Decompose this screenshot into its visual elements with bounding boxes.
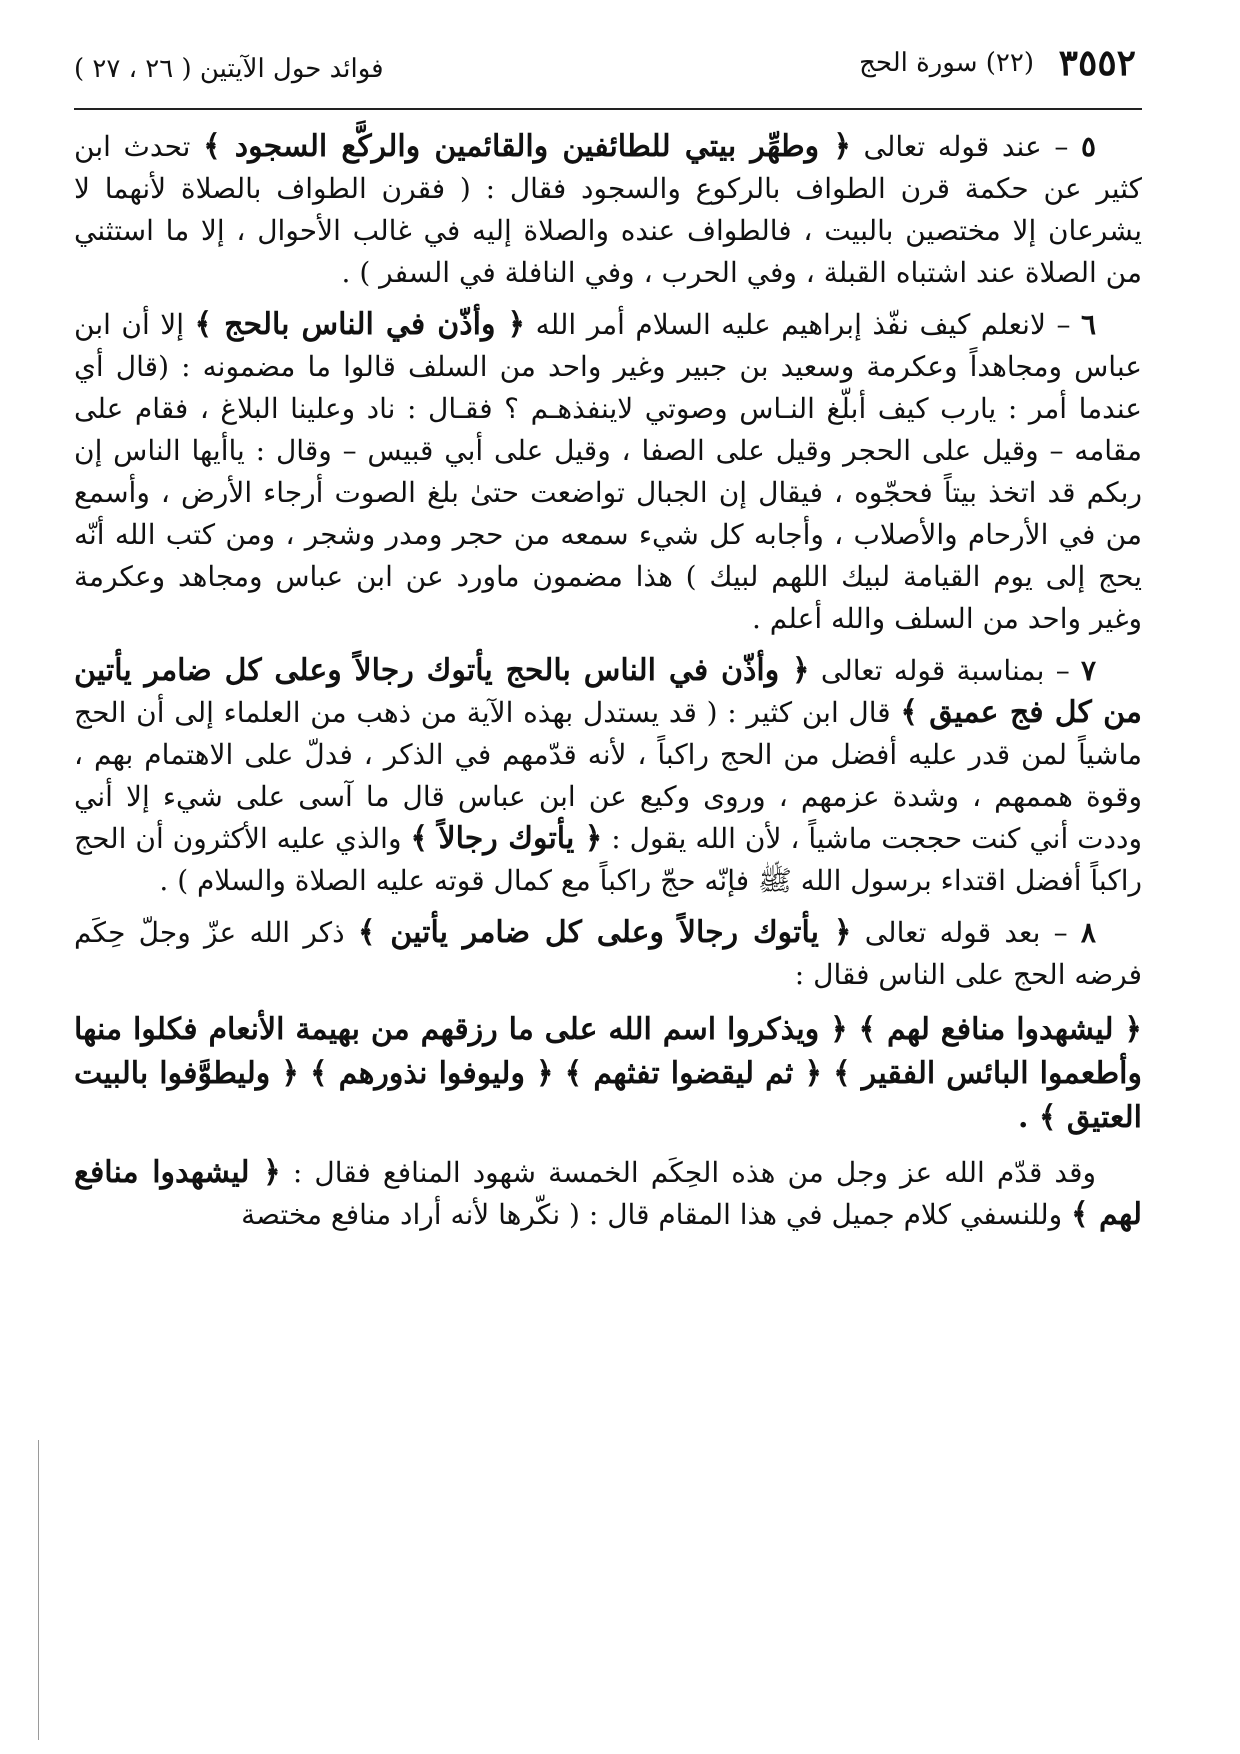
paragraph-8: [74, 912, 1142, 996]
dash: –: [1053, 916, 1068, 949]
paragraph-text: والذي عليه الأكثرون أن الحج راكباً أفضل اقتداء برسول الله ﷺ فإنّه حجّ راكباً مع كمال قوته عليه الصلاة والسلام ) .: [74, 822, 1142, 897]
final-paragraph: [74, 1152, 1142, 1236]
running-title: فوائد حول الآيتين ( ٢٦ ، ٢٧ ): [74, 54, 384, 84]
page-body: [74, 126, 1142, 1246]
dash: –: [1055, 654, 1070, 687]
paragraph-text: لانعلم كيف نفّذ إبراهيم عليه السلام أمر الله: [535, 308, 1046, 341]
paragraph-text: وقد قدّم الله عز وجل من هذه الحِكَم الخمسة شهود المنافع فقال :: [292, 1156, 1097, 1189]
scan-margin-line: [38, 1440, 39, 1740]
paragraph-text: قال ابن كثير : ( قد يستدل بهذه الآية من ذهب من العلماء إلى أن الحج ماشياً لمن قدر عليه أفضل من الحج راكباً ، لأنه قدّمهم في الذكر ، فدلّ على الاهتمام بهم ، وقوة هممهم ، وشدة عزمهم ، وروى وكيع عن ابن عباس قال ما آسى على شيء إلا أني وددت أني كنت حججت ماشياً ، لأن الله يقول :: [74, 696, 1142, 855]
paragraph-6: [74, 304, 1142, 640]
quran-quote: ﴿ وأذّن في الناس بالحج ﴾: [194, 307, 526, 342]
quran-quote: ﴿ يأتوك رجالاً ﴾: [410, 821, 603, 856]
paragraph-number: ٨: [1080, 916, 1096, 949]
quran-quote: ﴿ ليشهدوا منافع لهم ﴾: [74, 1155, 1142, 1232]
paragraph-text: بعد قوله تعالى: [864, 916, 1041, 949]
quran-quote: ﴿ وأذّن في الناس بالحج يأتوك رجالاً وعلى كل ضامر يأتين من كل فج عميق ﴾: [74, 653, 1142, 730]
paragraph-text: إلا أن ابن عباس ومجاهداً وعكرمة وسعيد بن جبير وغير واحد من السلف قالوا ما مضمونه : (قال أي عندما أمر : يارب كيف أبلّغ النـاس وصوتي لاينفذهـم ؟ فقـال : ناد وعلينا البلاغ ، فقام على مقامه – وقيل على الحجر وقيل على الصفا ، وقيل على أبي قبيس – وقال : ياأيها الناس إن ربكم قد اتخذ بيتاً فحجّوه ، فيقال إن الجبال تواضعت حتىٰ بلغ الصوت أرجاء الأرض ، وأسمع من في الأرحام والأصلاب ، وأجابه كل شيء سمعه من حجر ومدر وشجر ، ومن كتب الله أنّه يحج إلى يوم القيامة لبيك اللهم لبيك ) هذا مضمون ماورد عن ابن عباس ومجاهد وعكرمة وغير واحد من السلف والله أعلم .: [74, 308, 1142, 635]
page-header: [74, 42, 1142, 104]
paragraph-number: ٥: [1080, 130, 1096, 163]
paragraph-5: [74, 126, 1142, 294]
paragraph-text: وللنسفي كلام جميل في هذا المقام قال : ( نكّرها لأنه أراد منافع مختصة: [241, 1198, 1063, 1231]
verse-block: ﴿ ليشهدوا منافع لهم ﴾ ﴿ ويذكروا اسم الله على ما رزقهم من بهيمة الأنعام فكلوا منها وأطعموا البائس الفقير ﴾ ﴿ ثم ليقضوا تفثهم ﴾ ﴿ وليوفوا نذورهم ﴾ ﴿ وليطوَّفوا بالبيت العتيق ﴾ .: [74, 1012, 1142, 1135]
page-number: ٣٥٥٢: [1058, 42, 1136, 84]
sura-label: (٢٢) سورة الحج: [859, 48, 1034, 78]
header-rule: [74, 108, 1142, 110]
paragraph-text: عند قوله تعالى: [863, 130, 1042, 163]
quran-quote: ﴿ يأتوك رجالاً وعلى كل ضامر يأتين ﴾: [357, 915, 852, 950]
paragraph-text: بمناسبة قوله تعالى: [820, 654, 1045, 687]
paragraph-7: [74, 650, 1142, 902]
paragraph-text: تحدث ابن كثير عن حكمة قرن الطواف بالركوع والسجود فقال : ( فقرن الطواف بالصلاة لأنهما لا يشرعان إلا مختصين بالبيت ، فالطواف عنده والصلاة إليه في غالب الأحوال ، إلا ما استثني من الصلاة عند اشتباه القبلة ، وفي الحرب ، وفي النافلة في السفر ) .: [74, 130, 1142, 289]
paragraph-number: ٧: [1080, 654, 1097, 687]
paragraph-number: ٦: [1080, 308, 1097, 341]
paragraph-text: ذكر الله عزّ وجلّ حِكَم فرضه الحج على الناس فقال :: [74, 916, 1142, 991]
dash: –: [1054, 130, 1069, 163]
quran-quote: ﴿ وطهِّر بيتي للطائفين والقائمين والركَّع السجود ﴾: [203, 129, 851, 164]
dash: –: [1056, 308, 1071, 341]
